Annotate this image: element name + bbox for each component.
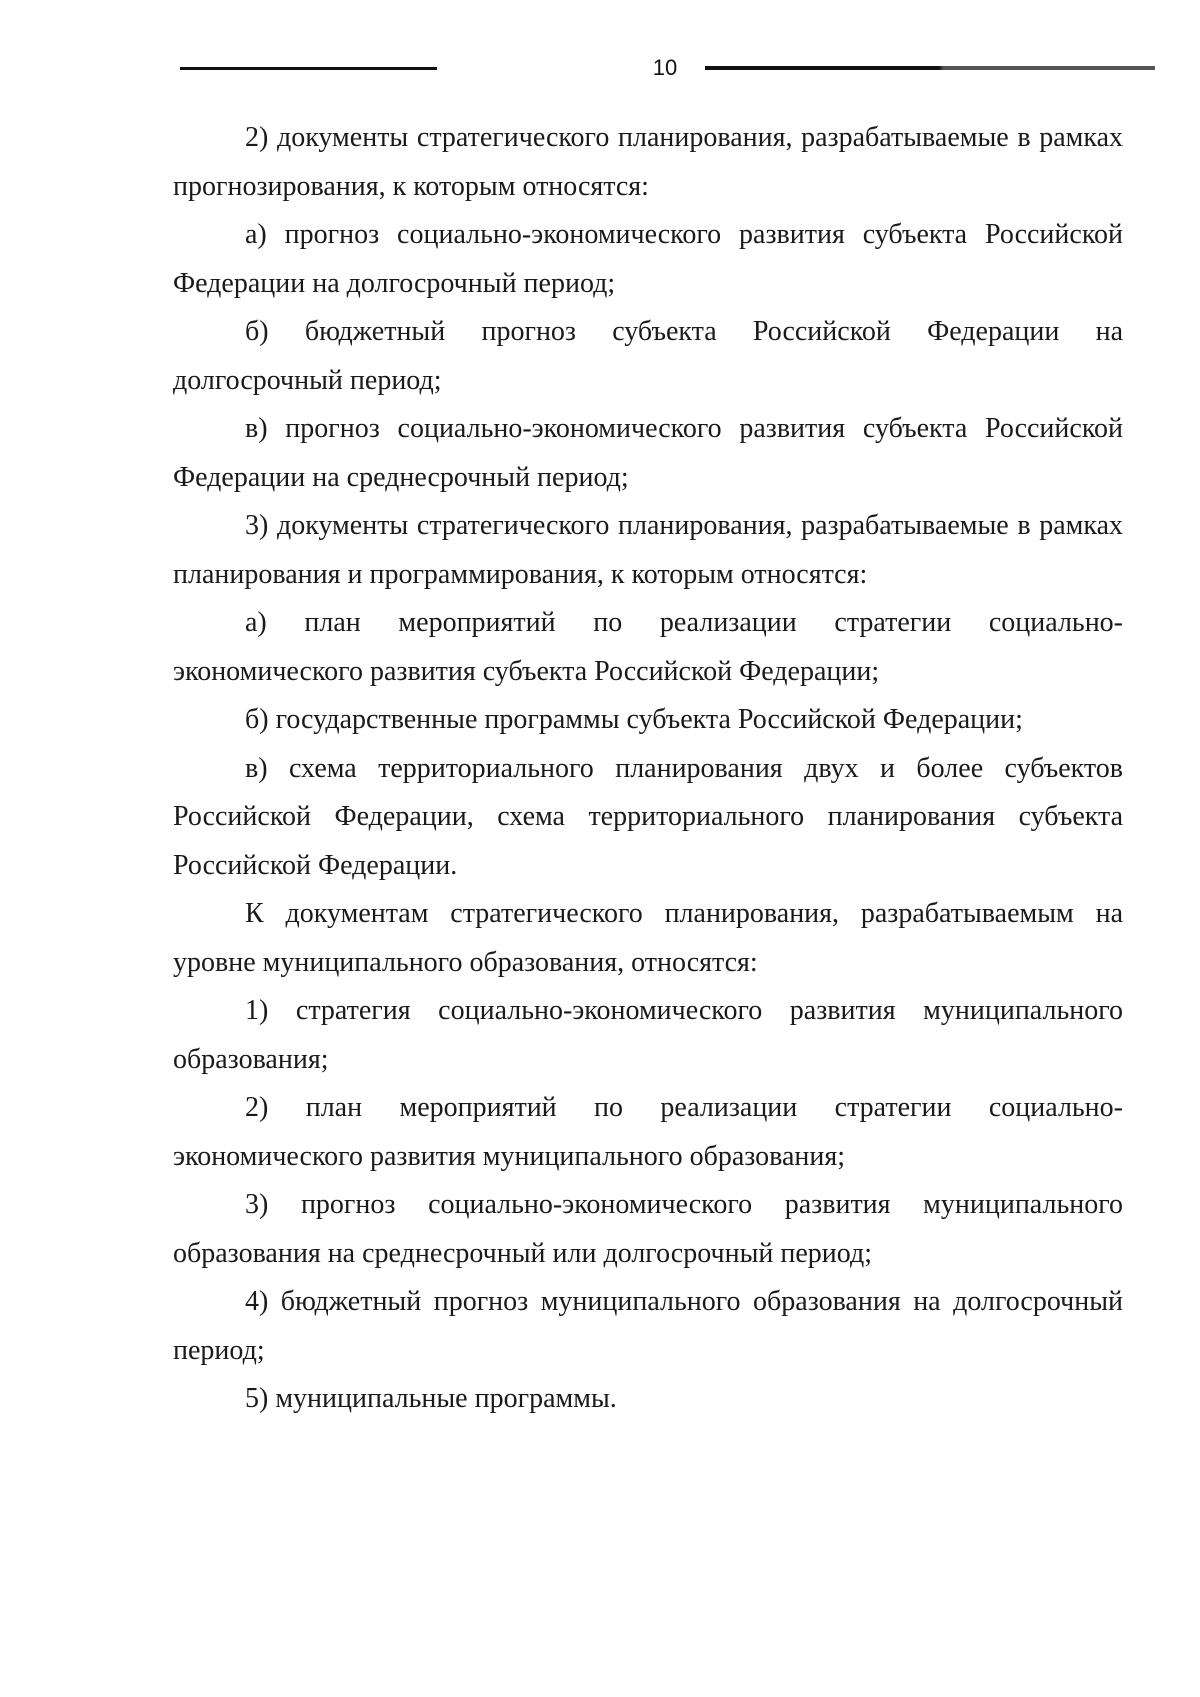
paragraph: 2) документы стратегического планирования, разрабатываемые в рамках прогнозирования, к которым относятся: xyxy=(173,122,1123,202)
header-rule-left xyxy=(180,67,437,70)
paragraph: К документам стратегического планирования, разрабатываемым на уровне муниципального образования, относятся: xyxy=(173,898,1123,978)
body-text xyxy=(173,114,1123,1424)
paragraph: 4) бюджетный прогноз муниципального образования на долгосрочный период; xyxy=(173,1286,1123,1366)
paragraph: а) прогноз социально-экономического развития субъекта Российской Федерации на долгосрочный период; xyxy=(173,219,1123,299)
paragraph: 5) муниципальные программы. xyxy=(245,1383,617,1414)
paragraph: а) план мероприятий по реализации стратегии социально-экономического развития субъекта Российской Федерации; xyxy=(173,607,1123,687)
paragraph: б) государственные программы субъекта Российской Федерации; xyxy=(245,704,1023,735)
paragraph: в) схема территориального планирования двух и более субъектов Российской Федерации, схема территориального планирования субъекта Российской Федерации. xyxy=(173,752,1123,881)
paragraph: 1) стратегия социально-экономического развития муниципального образования; xyxy=(173,995,1123,1075)
page-number: 10 xyxy=(652,55,678,80)
paragraph: 2) план мероприятий по реализации стратегии социально-экономического развития муниципального образования; xyxy=(173,1092,1123,1172)
paragraph: 3) прогноз социально-экономического развития муниципального образования на среднесрочный или долгосрочный период; xyxy=(173,1189,1123,1269)
paragraph: 3) документы стратегического планирования, разрабатываемые в рамках планирования и программирования, к которым относятся: xyxy=(173,510,1123,590)
header-rule-right xyxy=(705,66,1155,70)
paragraph: в) прогноз социально-экономического развития субъекта Российской Федерации на среднесрочный период; xyxy=(173,413,1123,493)
paragraph: б) бюджетный прогноз субъекта Российской Федерации на долгосрочный период; xyxy=(173,316,1123,396)
page-header xyxy=(0,50,1200,90)
